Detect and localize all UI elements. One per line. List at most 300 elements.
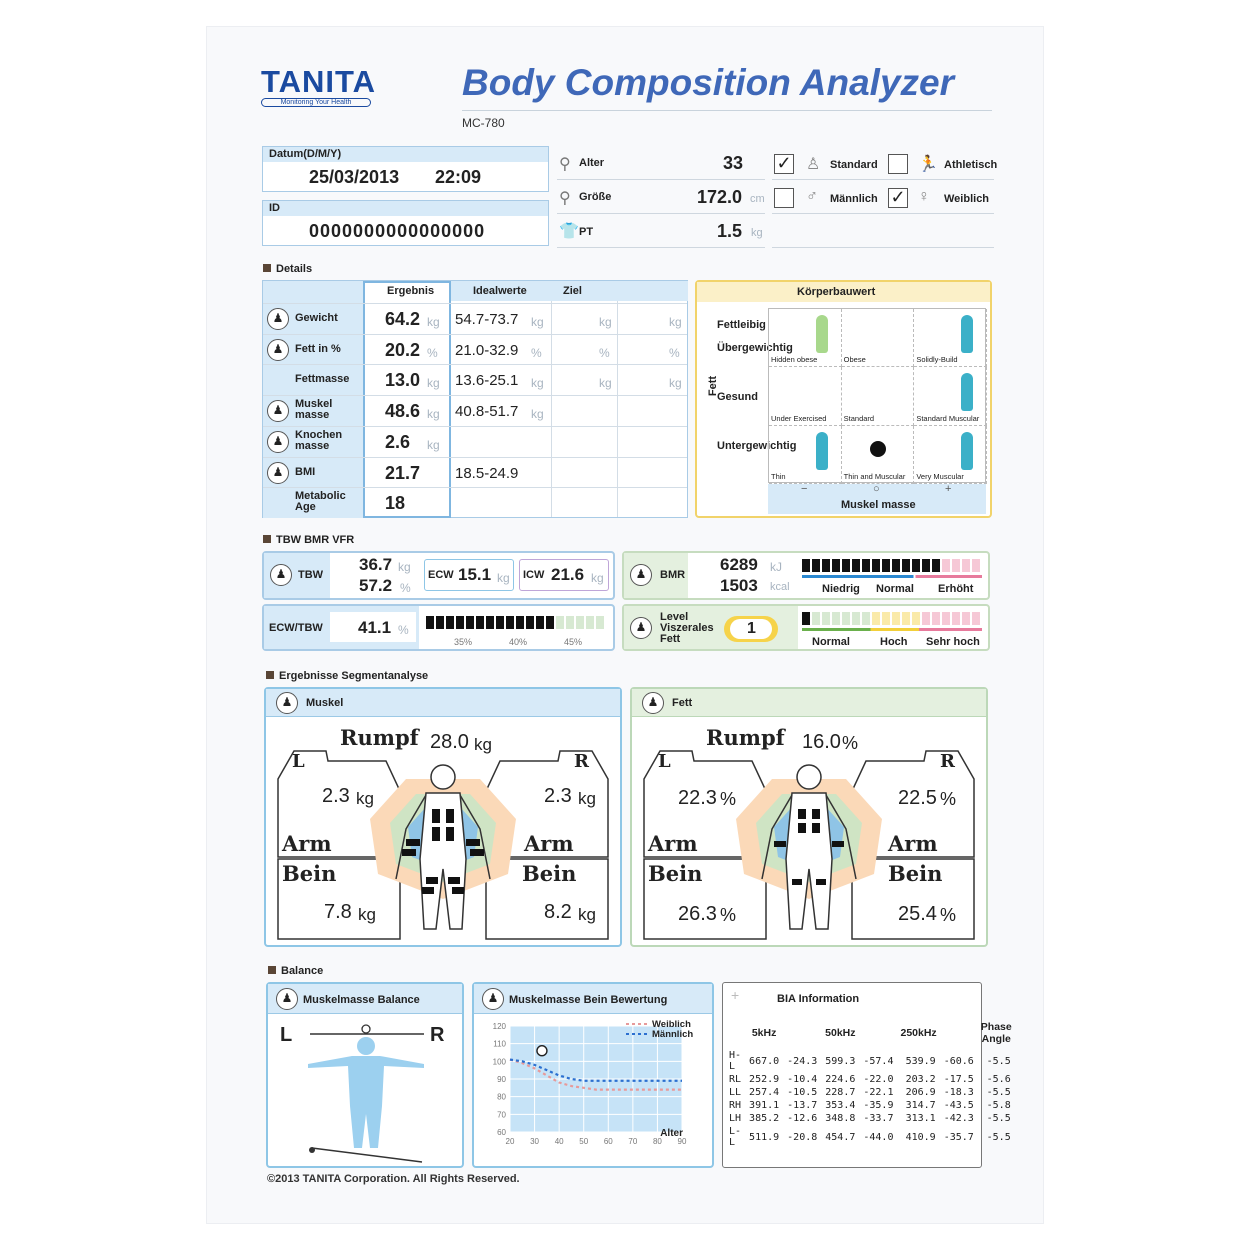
muskel-panel-title: Muskel xyxy=(306,697,344,709)
icw-box xyxy=(519,559,609,591)
empty-row xyxy=(772,216,994,248)
details-row-ideal: 40.8-51.7 xyxy=(455,403,519,421)
fett-leg-right-unit: % xyxy=(940,905,957,925)
muskel-arm-left-label: Arm xyxy=(282,831,332,856)
bar-segment xyxy=(486,616,494,629)
bar-segment xyxy=(436,616,444,629)
details-row xyxy=(263,395,687,425)
pt-label: PT xyxy=(579,226,594,238)
bar-segment xyxy=(862,612,870,625)
bia-header-cell xyxy=(940,1009,978,1049)
details-row-label: Knochen masse xyxy=(295,428,343,452)
body-type-figure-icon xyxy=(816,315,828,353)
x-tick-label: 60 xyxy=(603,1137,613,1146)
row-uebergewichtig: Übergewichtig xyxy=(717,342,793,354)
balance-left-label: L xyxy=(280,1024,293,1046)
bar-segment xyxy=(812,559,820,572)
details-row-ideal-unit: kg xyxy=(531,407,544,422)
koerperbau-cell-label: Very Muscular xyxy=(916,471,964,481)
bar-segment xyxy=(972,559,980,572)
bia-cell: 224.6 xyxy=(825,1074,856,1085)
bar-segment xyxy=(546,616,554,629)
bmr-scale-niedrig: Niedrig xyxy=(822,583,860,595)
bia-cell: 314.7 xyxy=(905,1100,936,1111)
bar-segment xyxy=(942,612,950,625)
vfr-bar xyxy=(802,612,980,625)
bia-cell: -35.7 xyxy=(943,1131,974,1143)
details-row-ideal: 18.5-24.9 xyxy=(455,464,519,482)
bia-cell: -43.5 xyxy=(943,1100,974,1111)
fett-arm-left-value: 22.3 xyxy=(678,787,717,809)
bar-segment xyxy=(892,612,900,625)
bia-row xyxy=(725,1112,1015,1125)
tbw-pct-value: 57.2 xyxy=(359,576,393,595)
fett-leg-right-value: 25.4 xyxy=(898,903,937,925)
bia-cell: 385.2 xyxy=(749,1113,780,1124)
checkbox-maennlich xyxy=(774,188,794,208)
column-divider xyxy=(617,301,618,517)
bar-segment xyxy=(536,616,544,629)
bar-segment xyxy=(912,559,920,572)
details-row-value: 13.0 xyxy=(385,370,421,391)
date-box xyxy=(262,146,549,192)
koerperbau-cell xyxy=(914,426,987,484)
tanita-logo xyxy=(261,64,376,107)
bar-segment xyxy=(526,616,534,629)
details-row-goal-unit: kg xyxy=(599,376,612,391)
bia-cell: 252.9 xyxy=(749,1074,780,1085)
brand-logo-text: TANITA xyxy=(261,64,377,99)
bar-segment xyxy=(476,616,484,629)
bia-cell: 391.1 xyxy=(749,1100,780,1111)
body-water-icon: ♟ xyxy=(270,564,292,586)
muskel-segment-panel xyxy=(264,687,622,947)
fett-bein-right-label: Bein xyxy=(888,861,943,886)
check-mark-icon: ✓ xyxy=(890,187,906,207)
bia-cell: -44.0 xyxy=(863,1131,894,1143)
muskel-leg-left-value: 7.8 xyxy=(324,901,352,923)
details-row-ideal: 21.0-32.9 xyxy=(455,341,519,359)
balance-figure xyxy=(268,1016,462,1166)
age-value: 33 xyxy=(723,153,744,173)
fett-rumpf-label: Rumpf xyxy=(706,725,785,750)
details-row-value: 21.7 xyxy=(385,462,421,483)
x-tick-label: 50 xyxy=(579,1137,589,1146)
mode-row xyxy=(772,148,998,180)
bar-segment xyxy=(556,616,564,629)
body-type-figure-icon xyxy=(816,432,828,470)
details-row-value: 64.2 xyxy=(385,309,421,329)
bar-segment xyxy=(426,616,434,629)
bia-table-head xyxy=(725,1009,1015,1049)
bar-segment xyxy=(892,559,900,572)
col-ziel: Ziel xyxy=(563,285,582,297)
bmr-scale-line xyxy=(802,575,982,578)
bmr-scale-normal: Normal xyxy=(876,583,914,595)
check-mark-icon: ✓ xyxy=(776,153,792,173)
height-label: Größe xyxy=(579,191,612,203)
details-row-ideal-unit: kg xyxy=(531,315,544,329)
bia-cell: 667.0 xyxy=(749,1055,780,1067)
bar-segment xyxy=(912,612,920,625)
x-axis-label: Alter xyxy=(660,1128,683,1139)
muskel-rumpf-value: 28.0 xyxy=(430,731,469,753)
details-row-ideal-unit: kg xyxy=(531,376,544,391)
height-row xyxy=(557,182,765,214)
bia-cell: -20.8 xyxy=(787,1131,818,1143)
bar-segment xyxy=(506,616,514,629)
bar-segment xyxy=(586,616,594,629)
koerperbau-cell xyxy=(769,367,842,425)
id-label: ID xyxy=(263,201,548,216)
muskel-balance-panel xyxy=(266,982,464,1168)
bia-cell: -5.5 xyxy=(986,1131,1011,1143)
bmr-label: BMR xyxy=(660,569,686,581)
koerperbau-cell xyxy=(842,426,915,484)
bein-bewertung-panel xyxy=(472,982,714,1168)
muscle-person-icon: ♟ xyxy=(276,692,298,714)
koerperbau-cell xyxy=(914,367,987,425)
segment-section-title: Ergebnisse Segmentanalyse xyxy=(266,670,428,682)
bar-segment xyxy=(802,559,810,572)
fett-arm-right-label: Arm xyxy=(888,831,938,856)
bar-segment xyxy=(932,559,940,572)
body-type-figure-icon xyxy=(961,432,973,470)
bia-cell: L-L xyxy=(729,1126,742,1148)
x-tick-zero: ○ xyxy=(873,483,880,495)
ecw-tbw-unit: % xyxy=(398,623,409,637)
bia-cell: 353.4 xyxy=(825,1100,856,1111)
bia-panel xyxy=(722,982,1012,1168)
x-tick-label: 80 xyxy=(652,1137,662,1146)
fett-panel-title: Fett xyxy=(672,697,693,709)
gender-row xyxy=(772,182,994,214)
bar-segment xyxy=(872,559,880,572)
x-tick-label: 70 xyxy=(628,1137,638,1146)
time-value: 22:09 xyxy=(435,167,482,187)
height-unit: cm xyxy=(750,193,765,205)
details-row-goal-unit: % xyxy=(669,345,680,360)
checkbox-weiblich xyxy=(888,188,908,208)
bar-segment xyxy=(466,616,474,629)
ratio-tick-35: 35% xyxy=(454,637,473,647)
bar-segment xyxy=(456,616,464,629)
bia-table-body xyxy=(725,1049,1015,1149)
koerperbau-panel xyxy=(695,280,992,518)
date-label: Datum(D/M/Y) xyxy=(263,147,548,162)
icw-unit: kg xyxy=(591,571,604,585)
pt-value: 1.5 xyxy=(717,221,743,241)
bia-cell: -5.8 xyxy=(986,1100,1011,1111)
koerperbau-cell-label: Thin and Muscular xyxy=(843,471,906,481)
details-row-goal-unit: kg xyxy=(669,376,682,391)
muskel-leg-right-unit: kg xyxy=(578,905,596,924)
muskel-arm-left-value: 2.3 xyxy=(322,785,350,807)
bar-segment xyxy=(932,612,940,625)
koerperbau-cell-label: Hidden obese xyxy=(771,355,818,365)
date-value: 25/03/2013 xyxy=(309,167,400,187)
bar-segment xyxy=(882,559,890,572)
vfr-scale-hoch: Hoch xyxy=(880,636,908,648)
y-tick-label: 90 xyxy=(497,1075,506,1084)
koerperbau-cell xyxy=(769,309,842,367)
bia-cell: 348.8 xyxy=(825,1113,856,1124)
tbw-section-title: TBW BMR VFR xyxy=(263,534,354,546)
fett-bein-left-label: Bein xyxy=(648,861,703,886)
muskel-arm-right-value: 2.3 xyxy=(544,785,572,807)
muskel-right-label: R xyxy=(574,751,589,772)
row-untergewichtig: Untergewichtig xyxy=(717,440,797,452)
bar-segment xyxy=(842,612,850,625)
details-row-label: BMI xyxy=(295,465,316,478)
x-tick-label: 40 xyxy=(554,1137,564,1146)
bia-row xyxy=(725,1049,1015,1073)
fett-axis-label: Fett xyxy=(707,375,720,397)
x-tick-plus: + xyxy=(945,483,952,495)
bar-segment xyxy=(962,559,970,572)
y-tick-label: 100 xyxy=(492,1057,506,1067)
bar-segment xyxy=(882,612,890,625)
bar-segment xyxy=(832,612,840,625)
bia-cell: 313.1 xyxy=(905,1113,936,1124)
standard-person-icon: ♙ xyxy=(806,156,821,173)
fett-leg-left-value: 26.3 xyxy=(678,903,717,925)
details-row-ideal: 13.6-25.1 xyxy=(455,372,519,390)
weiblich-label: Weiblich xyxy=(944,193,990,205)
bia-header-cell: 50kHz xyxy=(825,1027,856,1039)
bmr-kcal-value: 1503 xyxy=(720,576,758,595)
model-label: MC-780 xyxy=(462,116,505,130)
bia-cell: -17.5 xyxy=(943,1074,974,1085)
bmr-kcal-unit: kcal xyxy=(770,581,790,593)
details-row-value: 18 xyxy=(385,493,406,514)
bar-segment xyxy=(902,612,910,625)
bar-segment xyxy=(812,612,820,625)
details-row-ideal-unit: % xyxy=(531,345,542,360)
bia-cell: -12.6 xyxy=(787,1113,818,1124)
tbw-label: TBW xyxy=(298,569,324,581)
ecw-box xyxy=(424,559,514,591)
shirt-icon: 👕 xyxy=(559,223,579,240)
leg-evaluation-chart xyxy=(474,1016,712,1166)
person-pair-icon: ⚲ xyxy=(559,156,571,173)
ecw-tbw-box xyxy=(262,604,615,651)
leg-person-icon: ♟ xyxy=(482,988,504,1010)
koerperbau-cell-label: Under Exercised xyxy=(771,413,827,423)
bia-cell: 257.4 xyxy=(749,1087,780,1098)
bmr-kj-value: 6289 xyxy=(720,555,758,574)
details-row-label: Fettmasse xyxy=(295,373,350,386)
bar-segment xyxy=(802,612,810,625)
details-table xyxy=(262,280,688,518)
ecw-tbw-label: ECW/TBW xyxy=(269,622,323,634)
col-idealwerte: Idealwerte xyxy=(473,285,527,297)
fat-percent-icon: ♟ xyxy=(267,339,289,361)
fett-leg-left-unit: % xyxy=(720,905,737,925)
muskelmasse-axis-label: Muskel masse xyxy=(841,499,916,511)
column-divider xyxy=(551,301,552,517)
bone-icon: ♟ xyxy=(267,431,289,453)
bia-cell: -22.0 xyxy=(863,1074,894,1085)
details-row xyxy=(263,487,687,517)
fett-rumpf-value: 16.0 xyxy=(802,731,841,753)
bia-cell: LH xyxy=(729,1113,742,1124)
details-row xyxy=(263,457,687,487)
height-value: 172.0 xyxy=(697,187,743,207)
y-tick-label: 120 xyxy=(492,1022,506,1031)
details-row xyxy=(263,334,687,364)
ecw-label: ECW xyxy=(428,569,454,581)
fett-segment-panel xyxy=(630,687,988,947)
balance-person-icon: ♟ xyxy=(276,988,298,1010)
bar-segment xyxy=(576,616,584,629)
vfr-label: Level Viszerales Fett xyxy=(660,611,714,645)
height-icon: ⚲ xyxy=(559,190,571,207)
bmr-kj-unit: kJ xyxy=(770,560,782,574)
visceral-fat-icon: ♟ xyxy=(630,617,652,639)
bar-segment xyxy=(566,616,574,629)
bar-segment xyxy=(902,559,910,572)
fett-arm-right-value: 22.5 xyxy=(898,787,937,809)
bmr-box xyxy=(622,551,990,600)
tbw-kg-value: 36.7 xyxy=(359,555,393,574)
details-row-value: 2.6 xyxy=(385,431,411,452)
bar-segment xyxy=(972,612,980,625)
bia-header-cell xyxy=(859,1009,897,1049)
bar-segment xyxy=(952,559,960,572)
koerperbau-cell-label: Obese xyxy=(843,355,866,365)
bmr-scale-erhoeht: Erhöht xyxy=(938,583,974,595)
body-type-figure-icon xyxy=(961,373,973,411)
bia-cell: -13.7 xyxy=(787,1100,818,1111)
muskel-left-label: L xyxy=(292,751,305,772)
copyright: ©2013 TANITA Corporation. All Rights Reserved. xyxy=(267,1173,520,1185)
bia-cell: 228.7 xyxy=(825,1087,856,1098)
weight-icon: ♟ xyxy=(267,308,289,330)
details-row-unit: % xyxy=(427,345,438,360)
legend-label: Männlich xyxy=(652,1029,694,1040)
bar-segment xyxy=(922,559,930,572)
bar-segment xyxy=(862,559,870,572)
vfr-box xyxy=(622,604,990,651)
bar-segment xyxy=(962,612,970,625)
muscle-icon: ♟ xyxy=(267,400,289,422)
bmi-icon: ♟ xyxy=(267,462,289,484)
bar-segment xyxy=(822,559,830,572)
bar-segment xyxy=(446,616,454,629)
female-icon: ♀ xyxy=(918,188,930,205)
page-title: Body Composition Analyzer xyxy=(462,62,955,103)
bar-segment xyxy=(842,559,850,572)
vfr-scale-sehr-hoch: Sehr hoch xyxy=(926,636,980,648)
fett-rumpf-unit: % xyxy=(842,733,859,753)
details-row-label: Gewicht xyxy=(295,312,338,324)
muskel-balance-title: Muskelmasse Balance xyxy=(303,994,420,1006)
bar-segment xyxy=(852,559,860,572)
details-row-unit: kg xyxy=(427,315,440,329)
checkbox-standard xyxy=(774,154,794,174)
bia-cell: -18.3 xyxy=(943,1087,974,1098)
details-row-value: 20.2 xyxy=(385,339,421,360)
y-tick-label: 70 xyxy=(497,1110,506,1120)
bia-cell: -42.3 xyxy=(943,1113,974,1124)
bein-bewertung-title: Muskelmasse Bein Bewertung xyxy=(509,994,668,1006)
y-tick-label: 60 xyxy=(497,1128,506,1137)
details-row-ideal: 54.7-73.7 xyxy=(455,311,519,328)
bia-cell: RH xyxy=(729,1100,742,1111)
details-row-goal-unit: % xyxy=(599,345,610,360)
x-tick-minus: − xyxy=(801,483,808,495)
bia-cell: 203.2 xyxy=(905,1074,936,1085)
bia-cell: -35.9 xyxy=(863,1100,894,1111)
body-type-figure-icon xyxy=(961,315,973,353)
muskel-rumpf-unit: kg xyxy=(474,735,492,754)
title-rule xyxy=(462,110,992,111)
details-row-label: Metabolic Age xyxy=(295,490,346,514)
id-value: 0000000000000000 xyxy=(309,221,486,241)
bia-cell: 410.9 xyxy=(905,1131,936,1143)
bar-segment xyxy=(596,616,604,629)
ecw-tbw-value: 41.1 xyxy=(358,618,392,637)
row-fettleibig: Fettleibig xyxy=(717,319,766,331)
details-row-unit: kg xyxy=(427,376,440,391)
bar-segment xyxy=(496,616,504,629)
x-tick-label: 90 xyxy=(677,1137,687,1146)
metabolism-icon: ♟ xyxy=(630,564,652,586)
bia-title: BIA Information xyxy=(777,993,860,1005)
muskel-arm-right-label: Arm xyxy=(524,831,574,856)
koerperbau-cell-label: Thin xyxy=(771,471,786,481)
muskel-leg-right-value: 8.2 xyxy=(544,901,572,923)
bia-header-cell: 5kHz xyxy=(751,1027,777,1039)
details-section-title: Details xyxy=(263,263,312,275)
pt-unit: kg xyxy=(751,227,763,239)
details-row xyxy=(263,303,687,333)
maennlich-label: Männlich xyxy=(830,193,878,205)
bar-segment xyxy=(822,612,830,625)
tbw-box xyxy=(262,551,615,600)
details-row-goal-unit: kg xyxy=(599,315,612,329)
koerperbau-title: Körperbauwert xyxy=(797,286,876,298)
measurement-marker xyxy=(537,1046,547,1056)
bia-cell: -60.6 xyxy=(943,1055,974,1067)
plus-icon: + xyxy=(731,987,740,1003)
brand-tagline: Monitoring Your Health xyxy=(261,98,371,107)
male-icon: ♂ xyxy=(806,188,818,205)
bar-segment xyxy=(942,559,950,572)
fett-right-label: R xyxy=(940,751,955,772)
row-gesund: Gesund xyxy=(717,391,758,403)
bia-cell: -10.5 xyxy=(787,1087,818,1098)
checkbox-athletisch xyxy=(888,154,908,174)
bia-header-row xyxy=(725,1009,1015,1049)
bia-header-cell: Phase Angle xyxy=(980,1021,1012,1045)
details-row xyxy=(263,364,687,394)
koerperbau-grid xyxy=(768,308,986,483)
muskel-leg-left-unit: kg xyxy=(358,905,376,924)
bia-cell: -5.5 xyxy=(986,1055,1011,1067)
bia-cell: 206.9 xyxy=(905,1087,936,1098)
vfr-value: 1 xyxy=(747,620,756,637)
bia-row xyxy=(725,1099,1015,1112)
details-row-goal-unit: kg xyxy=(669,315,682,329)
balance-section-title: Balance xyxy=(268,965,323,977)
y-tick-label: 80 xyxy=(497,1092,506,1102)
legend-label: Weiblich xyxy=(652,1019,691,1030)
koerperbau-cell xyxy=(842,309,915,367)
fett-arm-right-unit: % xyxy=(940,789,957,809)
bia-cell: 511.9 xyxy=(749,1131,780,1143)
